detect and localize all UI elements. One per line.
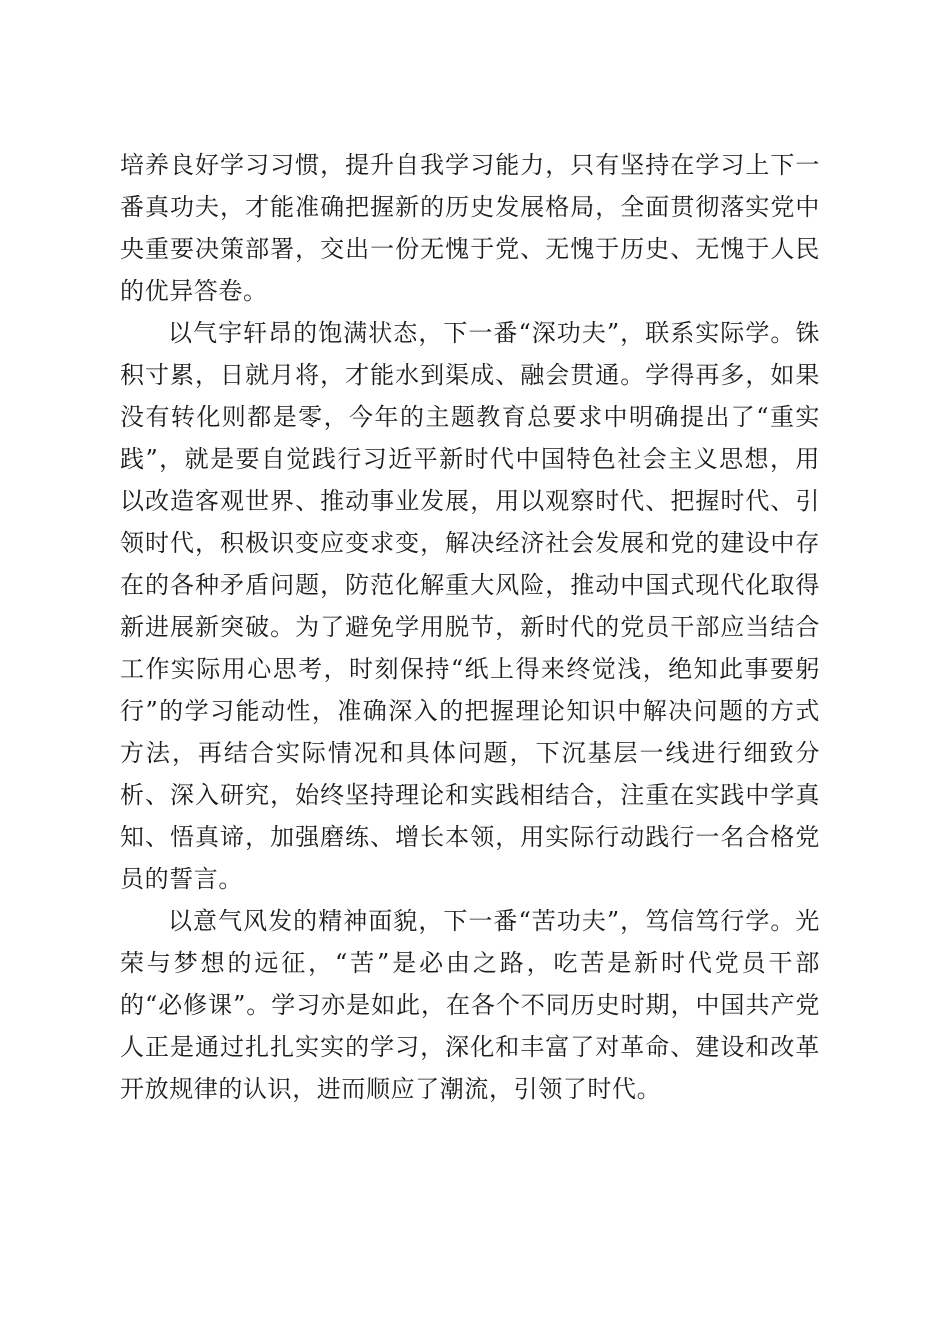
document-body — [120, 144, 820, 1110]
paragraph-3: 以意气风发的精神面貌，下一番“苦功夫”，笃信笃行学。光荣与梦想的远征，“苦”是必由之路，吃苦是新时代党员干部的“必修课”。学习亦是如此，在各个不同历史时期，中国共产党人正是通过扎扎实实的学习，深化和丰富了对革命、建设和改革开放规律的认识，进而顺应了潮流，引领了时代。 — [120, 907, 820, 1103]
paragraph-2: 以气宇轩昂的饱满状态，下一番“深功夫”，联系实际学。铢积寸累，日就月将，才能水到渠成、融会贯通。学得再多，如果没有转化则都是零，今年的主题教育总要求中明确提出了“重实践”，就是要自觉践行习近平新时代中国特色社会主义思想，用以改造客观世界、推动事业发展，用以观察时代、把握时代、引领时代，积极识变应变求变，解决经济社会发展和党的建设中存在的各种矛盾问题，防范化解重大风险，推动中国式现代化取得新进展新突破。为了避免学用脱节，新时代的党员干部应当结合工作实际用心思考，时刻保持“纸上得来终觉浅，绝知此事要躬行”的学习能动性，准确深入的把握理论知识中解决问题的方式方法，再结合实际情况和具体问题，下沉基层一线进行细致分析、深入研究，始终坚持理论和实践相结合，注重在实践中学真知、悟真谛，加强磨练、增长本领，用实际行动践行一名合格党员的誓言。 — [120, 319, 820, 893]
paragraph-1: 培养良好学习习惯，提升自我学习能力，只有坚持在学习上下一番真功夫，才能准确把握新的历史发展格局，全面贯彻落实党中央重要决策部署，交出一份无愧于党、无愧于历史、无愧于人民的优异答卷。 — [120, 151, 820, 305]
